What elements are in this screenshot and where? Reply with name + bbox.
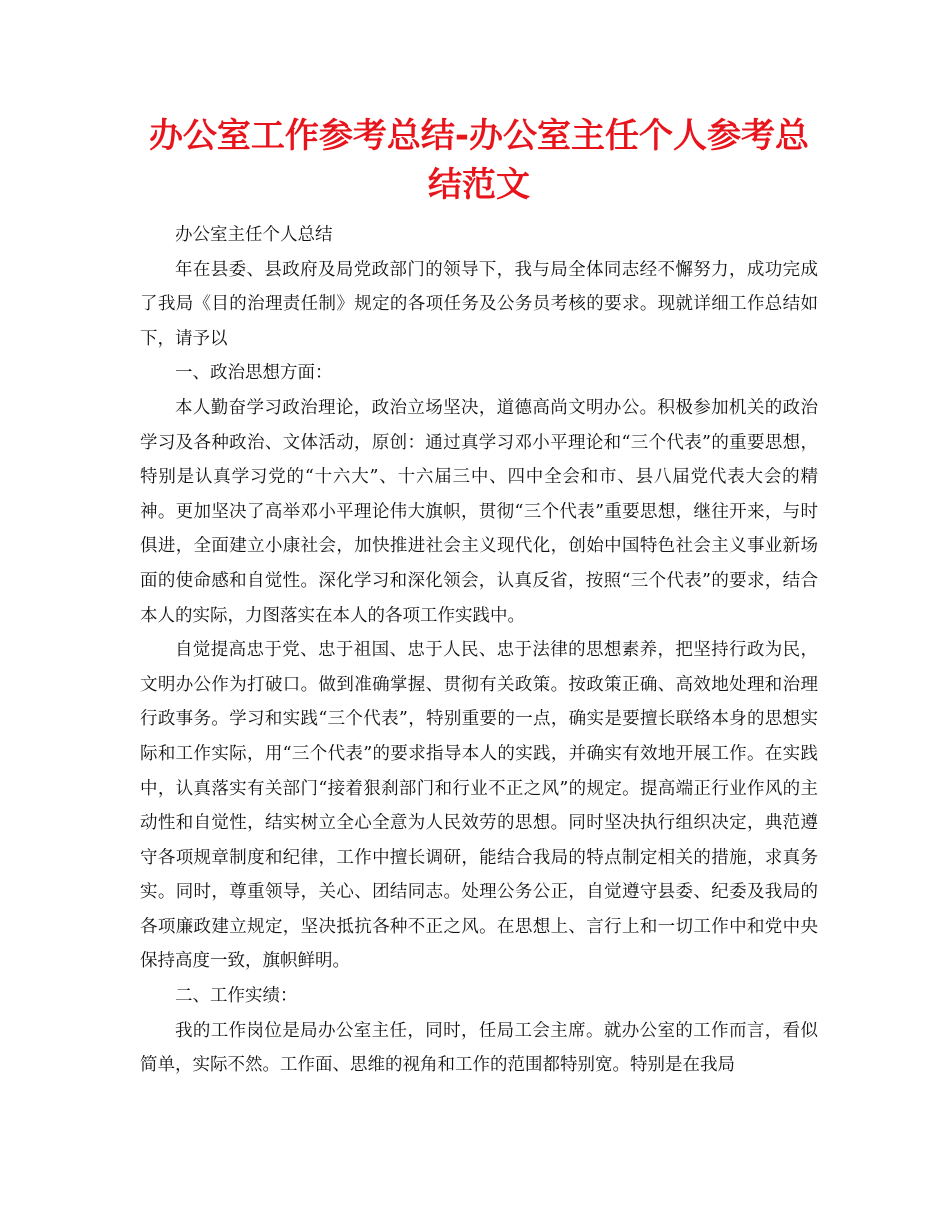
document-subtitle: 办公室主任个人总结 — [175, 225, 333, 245]
section-heading-achievements: 二、工作实绩： — [175, 986, 298, 1007]
section-heading-political: 一、政治思想方面： — [175, 363, 333, 384]
document-title: 办公室工作参考总结-办公室主任个人参考总结范文 — [148, 116, 810, 205]
paragraph-political-conduct: 自觉提高忠于党、忠于祖国、忠于人民、忠于法律的思想素养，把坚持行政为民，文明办公作为打破口。做到准确掌握、贯彻有关政策。按政策正确、高效地处理和治理行政事务。学习和实践“三个代表”，特别重要的一点，确实是要擅长联络本身的思想实际和工作实际，用“三个代表”的要求指导本人的实践，并确实有效地开展工作。在实践中，认真落实有关部门“接着狠刹部门和行业不正之风”的规定。提高端正行业作风的主动性和自觉性，结实树立全心全意为人民效劳的思想。同时坚决执行组织决定，典范遵守各项规章制度和纪律，工作中擅长调研，能结合我局的特点制定相关的措施，求真务实。同时，尊重领导，关心、团结同志。处理公务公正，自觉遵守县委、纪委及我局的各项廉政建立规定，坚决抵抗各种不正之风。在思想上、言行上和一切工作中和党中央保持高度一致，旗帜鲜明。 — [140, 640, 818, 972]
paragraph-political-study: 本人勤奋学习政治理论，政治立场坚决，道德高尚文明办公。积极参加机关的政治学习及各种政治、文体活动，原创：通过真学习邓小平理论和“三个代表”的重要思想，特别是认真学习党的“十六大”、十六届三中、四中全会和市、县八届党代表大会的精神。更加坚决了高举邓小平理论伟大旗帜，贯彻“三个代表”重要思想，继往开来，与时俱进，全面建立小康社会，加快推进社会主义现代化，创始中国特色社会主义事业新场面的使命感和自觉性。深化学习和深化领会，认真反省，按照“三个代表”的要求，结合本人的实际，力图落实在本人的各项工作实践中。 — [140, 397, 818, 626]
paragraph-intro: 年在县委、县政府及局党政部门的领导下，我与局全体同志经不懈努力，成功完成了我局《目的治理责任制》规定的各项任务及公务员考核的要求。现就详细工作总结如下，请予以 — [140, 259, 818, 349]
document-page — [140, 112, 818, 1083]
paragraph-achievements: 我的工作岗位是局办公室主任，同时，任局工会主席。就办公室的工作而言，看似简单，实际不然。工作面、思维的视角和工作的范围都特别宽。特别是在我局 — [140, 1020, 818, 1076]
